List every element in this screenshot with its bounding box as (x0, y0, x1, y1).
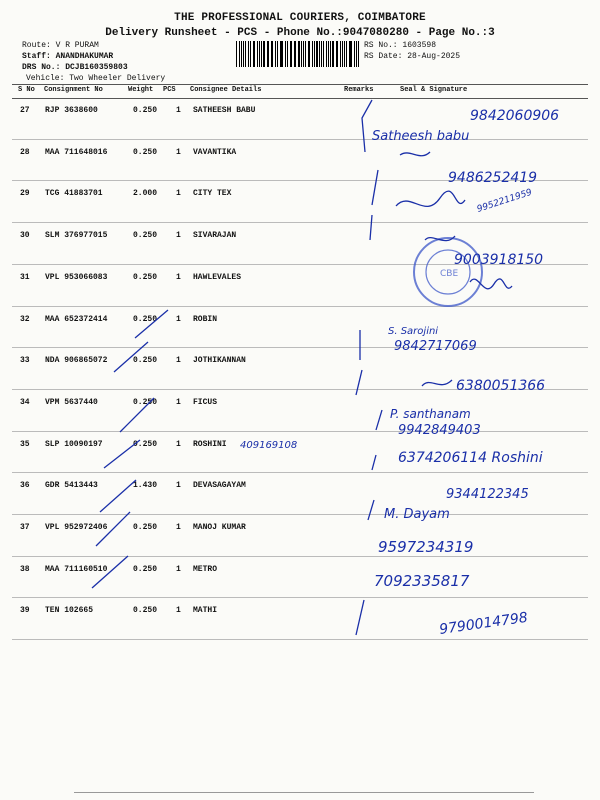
row-consignee: METRO (193, 564, 218, 574)
barcode-bar (267, 41, 268, 67)
barcode-bar (257, 41, 258, 67)
row-consignment-no: VPL 952972406 (45, 523, 108, 532)
handwritten-name: M. Dayam (384, 507, 450, 522)
barcode-bar (308, 41, 309, 67)
rs-number: RS No.: 1603598 (364, 41, 437, 50)
barcode-bar (245, 41, 246, 67)
row-consignee: CITY TEX (193, 189, 232, 199)
barcode-bar (248, 41, 250, 67)
tick-mark (362, 100, 372, 152)
barcode-bar (263, 41, 265, 67)
barcode-bar (350, 41, 352, 67)
barcode-bar (330, 41, 331, 67)
barcode-bar (349, 41, 350, 67)
stamp-text: CBE (440, 269, 459, 279)
handwritten-phone: 9597234319 (378, 538, 474, 556)
rs-date: RS Date: 28-Aug-2025 (364, 52, 461, 61)
row-pcs: 1 (176, 106, 181, 115)
barcode-bar (239, 41, 240, 67)
row-pcs: 1 (176, 439, 181, 449)
row-pcs: 1 (176, 189, 181, 199)
row-divider (12, 139, 588, 140)
row-weight: 0.250 (133, 356, 158, 366)
barcode-bar (342, 41, 343, 67)
handwritten-phone: 6380051366 (456, 378, 546, 394)
handwritten-phone: 9842060906 (470, 108, 560, 124)
row-consignee: ROBIN (193, 314, 218, 324)
col-remarks: Remarks (344, 86, 374, 94)
barcode-bar (326, 41, 327, 67)
barcode-bar (290, 41, 291, 67)
barcode-bar (236, 41, 237, 67)
barcode-bar (356, 41, 357, 67)
tick-mark (356, 370, 362, 395)
row-consignee: MANOJ KUMAR (193, 523, 246, 532)
barcode-bar (354, 41, 355, 67)
barcode-bar (321, 41, 322, 67)
handwritten-name: Satheesh babu (372, 129, 470, 144)
barcode-bar (344, 41, 345, 67)
row-weight: 0.250 (133, 147, 158, 157)
tick-mark (356, 600, 364, 635)
tick-mark (100, 480, 136, 512)
page-bottom-rule (74, 792, 534, 793)
row-divider (12, 556, 588, 557)
barcode-bar (340, 41, 341, 67)
row-weight: 0.250 (133, 606, 158, 616)
row-sno: 39 (20, 606, 30, 616)
signature-scribbles (396, 152, 512, 386)
handwritten-name: S. Sarojini (388, 326, 439, 337)
row-divider (12, 514, 588, 515)
barcode-bar (254, 41, 255, 67)
tick-mark (372, 170, 378, 205)
handwritten-phone: 9003918150 (454, 252, 544, 268)
handwritten-phone: 9344122345 (446, 487, 529, 502)
barcode-bar (250, 41, 251, 67)
handwritten-phone-name: 6374206114 Roshini (398, 450, 543, 466)
company-title: THE PROFESSIONAL COURIERS, COIMBATORE (174, 12, 426, 24)
route-label: Route: V R PURAM (22, 41, 99, 50)
drs-label: DRS No.: DCJB160359803 (22, 63, 128, 72)
row-sno: 38 (20, 564, 30, 574)
row-pcs: 1 (176, 231, 181, 241)
row-sno: 29 (20, 189, 30, 199)
signature (425, 236, 455, 241)
row-divider (12, 264, 588, 265)
tick-mark (372, 455, 376, 470)
header-top-rule (12, 84, 588, 85)
handwritten-note: 409169108 (240, 440, 298, 451)
handwritten-phone: 9942849403 (398, 423, 481, 438)
signature (396, 191, 465, 206)
barcode-bar (303, 41, 304, 67)
row-pcs: 1 (176, 314, 181, 324)
row-consignee: SIVARAJAN (193, 231, 237, 241)
row-sno: 31 (20, 272, 30, 282)
row-divider (12, 180, 588, 181)
col-pcs: PCS (163, 86, 176, 94)
row-pcs: 1 (176, 272, 181, 282)
barcode-bar (281, 41, 283, 67)
row-consignment-no: SLP 10090197 (45, 439, 103, 449)
handwritten-phone: 9790014798 (438, 609, 529, 638)
row-sno: 33 (20, 356, 30, 366)
row-consignee: DEVASAGAYAM (193, 481, 246, 491)
barcode-bar (332, 41, 334, 67)
row-consignment-no: TCG 41883701 (45, 189, 103, 199)
row-consignee: SATHEESH BABU (193, 106, 256, 115)
barcode-bar (298, 41, 300, 67)
header-bottom-rule (12, 98, 588, 99)
barcode-bar (259, 41, 260, 67)
row-sno: 30 (20, 231, 30, 241)
col-seal: Seal & Signature (400, 86, 468, 94)
row-consignment-no: TEN 102665 (45, 606, 94, 616)
row-sno: 28 (20, 147, 30, 157)
barcode-bar (316, 41, 318, 67)
barcode (236, 41, 360, 67)
barcode-bar (346, 41, 347, 67)
barcode-bar (295, 41, 296, 67)
courier-stamp (414, 238, 482, 306)
col-sno: S No (18, 86, 35, 94)
tick-mark (368, 500, 374, 520)
row-pcs: 1 (176, 397, 181, 407)
barcode-bar (314, 41, 315, 67)
barcode-bar (275, 41, 276, 67)
row-pcs: 1 (176, 147, 181, 157)
barcode-bar (319, 41, 320, 67)
barcode-bar (253, 41, 254, 67)
row-weight: 0.250 (133, 397, 158, 407)
row-consignment-no: VPM 5637440 (45, 397, 98, 407)
vehicle-label: Vehicle: Two Wheeler Delivery (26, 74, 166, 83)
barcode-bar (323, 41, 324, 67)
barcode-bar (309, 41, 310, 67)
barcode-bar (312, 41, 313, 67)
barcode-bar (271, 41, 272, 67)
row-pcs: 1 (176, 481, 181, 491)
barcode-bar (287, 41, 288, 67)
row-consignment-no: MAA 711160510 (45, 564, 108, 574)
row-consignee: VAVANTIKA (193, 147, 237, 157)
barcode-bar (285, 41, 286, 67)
barcode-bar (337, 41, 338, 67)
row-divider (12, 597, 588, 598)
barcode-bar (243, 41, 244, 67)
row-sno: 36 (20, 481, 30, 491)
barcode-bar (358, 41, 359, 67)
handwritten-phone: 9952211959 (475, 187, 534, 215)
row-weight: 0.250 (133, 272, 158, 282)
tick-mark (370, 215, 372, 240)
row-pcs: 1 (176, 564, 181, 574)
row-consignment-no: RJP 3638600 (45, 106, 98, 115)
row-divider (12, 472, 588, 473)
row-weight: 0.250 (133, 314, 158, 324)
row-consignee: JOTHIKANNAN (193, 356, 246, 366)
barcode-bar (272, 41, 273, 67)
row-divider (12, 306, 588, 307)
row-sno: 35 (20, 439, 30, 449)
row-weight: 1.430 (133, 481, 158, 491)
col-consignment: Consignment No (44, 86, 103, 94)
barcode-bar (291, 41, 292, 67)
barcode-bar (268, 41, 269, 67)
col-consignee: Consignee Details (190, 86, 262, 94)
tick-mark (376, 410, 382, 430)
row-pcs: 1 (176, 356, 181, 366)
row-weight: 2.000 (133, 189, 158, 199)
handwritten-phone: 9842717069 (394, 339, 477, 354)
signature (422, 380, 452, 386)
barcode-bar (328, 41, 329, 67)
row-consignee: FICUS (193, 397, 218, 407)
row-sno: 27 (20, 106, 30, 115)
row-pcs: 1 (176, 606, 181, 616)
col-weight: Weight (128, 86, 154, 94)
barcode-bar (301, 41, 302, 67)
row-pcs: 1 (176, 523, 181, 532)
row-consignment-no: VPL 953066083 (45, 272, 108, 282)
row-weight: 0.250 (133, 439, 158, 449)
handwritten-phone: 9486252419 (448, 170, 538, 186)
row-consignment-no: GDR 5413443 (45, 481, 98, 491)
row-consignee: MATHI (193, 606, 218, 616)
row-consignment-no: SLM 376977015 (45, 231, 108, 241)
row-divider (12, 347, 588, 348)
barcode-bar (277, 41, 278, 67)
row-sno: 32 (20, 314, 30, 324)
staff-label: Staff: ANANDHAKUMAR (22, 52, 114, 61)
barcode-bar (336, 41, 337, 67)
barcode-bar (261, 41, 262, 67)
row-weight: 0.250 (133, 231, 158, 241)
row-divider (12, 222, 588, 223)
row-consignment-no: MAA 652372414 (45, 314, 108, 324)
row-consignee: HAWLEVALES (193, 272, 242, 282)
barcode-bar (241, 41, 242, 67)
barcode-bar (305, 41, 306, 67)
row-divider (12, 431, 588, 432)
row-weight: 0.250 (133, 564, 158, 574)
barcode-bar (280, 41, 281, 67)
runsheet-subtitle: Delivery Runsheet - PCS - Phone No.:9047080280 - Page No.:3 (105, 27, 495, 39)
row-consignment-no: MAA 711648016 (45, 147, 108, 157)
row-divider (12, 389, 588, 390)
row-consignee: ROSHINI (193, 439, 227, 449)
barcode-bar (294, 41, 295, 67)
row-sno: 34 (20, 397, 30, 407)
handwritten-name: P. santhanam (390, 407, 471, 421)
signature (400, 152, 430, 156)
handwritten-phone: 7092335817 (374, 572, 470, 590)
row-weight: 0.250 (133, 523, 158, 532)
signature (470, 279, 512, 289)
row-consignment-no: NDA 906865072 (45, 356, 108, 366)
row-sno: 37 (20, 523, 30, 532)
row-weight: 0.250 (133, 106, 158, 115)
row-divider (12, 639, 588, 640)
